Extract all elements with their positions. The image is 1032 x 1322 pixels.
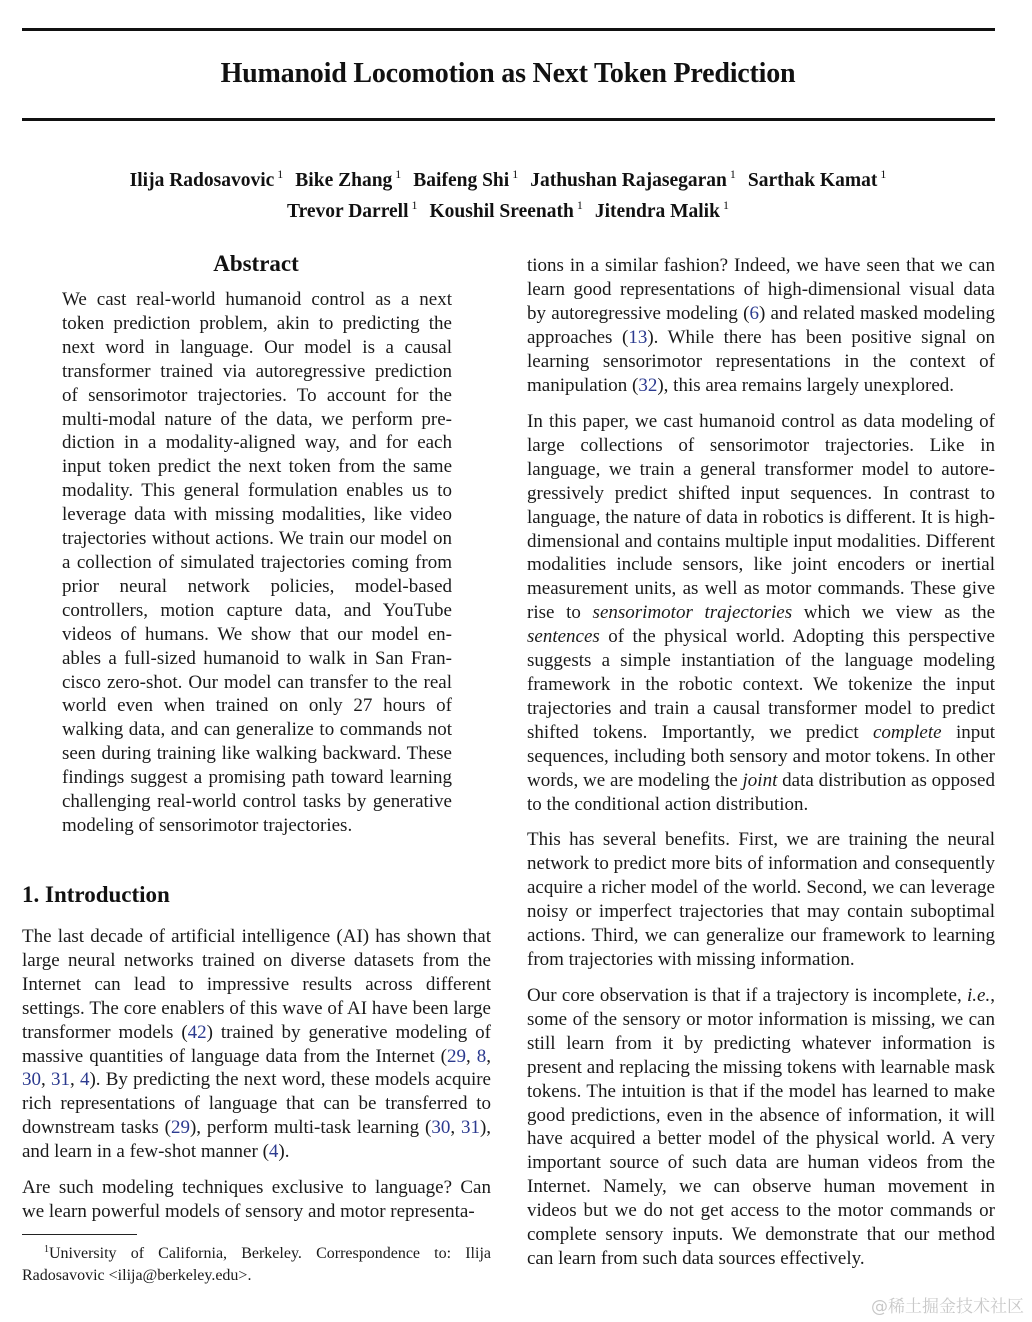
right-paragraph-3: This has several benefits. First, we are training the neural network to predict more bits of information and consequently acquire a richer model of the world. Second, we can leverage noisy or imperfect trajectories that may contain suboptimal actions. Third, we can generalize our framework to learning from trajectories with missing information.: [527, 829, 995, 970]
emphasis-text: sensorimotor trajectories: [592, 602, 793, 624]
author-name: [413, 162, 518, 193]
emphasis-text: joint: [742, 769, 778, 791]
affiliation-marker: 1: [411, 198, 418, 212]
citation-link[interactable]: 4: [79, 1069, 90, 1091]
author-name: [295, 162, 401, 193]
citation-link[interactable]: 32: [638, 374, 658, 396]
footnote-marker: 1: [44, 1244, 49, 1255]
citation-link[interactable]: 42: [187, 1021, 207, 1043]
author-name-text: Baifeng Shi: [413, 170, 510, 191]
author-name-text: Bike Zhang: [295, 170, 393, 191]
affiliation-marker: 1: [729, 167, 736, 181]
abstract-heading: Abstract: [213, 251, 299, 276]
citation-link[interactable]: 8: [476, 1045, 487, 1067]
emphasis-text: sentences: [527, 626, 600, 648]
intro-paragraph-2: Are such modeling techniques exclusive to language? Can we learn powerful models of sensory and motor representa-: [22, 1177, 491, 1222]
author-list: [0, 162, 1016, 224]
section-heading-introduction: 1. Introduction: [22, 882, 170, 907]
citation-link[interactable]: 30: [431, 1117, 451, 1139]
affiliation-marker: 1: [512, 167, 519, 181]
affiliation-marker: 1: [395, 167, 402, 181]
author-line-1: [0, 162, 1016, 193]
citation-link[interactable]: 31: [50, 1069, 70, 1091]
citation-link[interactable]: 13: [628, 326, 648, 348]
footnote: [22, 1239, 491, 1287]
author-name-text: Jitendra Malik: [594, 201, 720, 222]
emphasis-text: complete: [873, 721, 942, 743]
citation-link[interactable]: 29: [446, 1045, 466, 1067]
citation-link[interactable]: 31: [460, 1117, 480, 1139]
citation-link[interactable]: 6: [749, 302, 759, 324]
author-name: [130, 162, 284, 193]
citation-link[interactable]: 30: [22, 1069, 41, 1091]
author-name-text: Trevor Darrell: [287, 201, 409, 222]
emphasis-text: i.e.: [967, 985, 991, 1006]
author-name: [287, 193, 417, 224]
author-line-2: [0, 193, 1016, 224]
watermark: @稀土掘金技术社区: [871, 1297, 1024, 1317]
author-name-text: Ilija Radosavovic: [129, 170, 275, 191]
right-paragraph-1: tions in a similar fashion? Indeed, we have seen that we can learn good representations of high-dimensional visual data by autoregressive modeling (6) and related masked modeling approaches (13). While there has been positive signal on learning sensorimotor representations in the context of manipulation (32), this area remains largely unexplored.: [527, 255, 996, 396]
author-name: [595, 193, 729, 224]
paper-title: Humanoid Locomotion as Next Token Prediction: [220, 58, 796, 89]
author-name: [748, 162, 886, 193]
intro-paragraph-1: The last decade of artificial intelligence (AI) has shown that large neural networks trained on diverse datasets from the Internet can lead to impressive results across different settings. The core enablers of this wave of AI have been large transformer models (42) trained by generative modeling of massive quantities of language data from the Internet (29, 8, 30, 31, 4). By predicting the next word, these models acquire rich representations of language that can be transferred to downstream tasks (29), perform multi-task learning (30, 31), and learn in a few-shot manner (4).: [22, 926, 492, 1163]
affiliation-marker: 1: [880, 167, 887, 181]
affiliation-marker: 1: [722, 198, 729, 212]
title-rule-bottom: [22, 118, 995, 121]
author-name-text: Sarthak Kamat: [747, 170, 878, 191]
title-rule-top: [22, 28, 995, 31]
footnote-text: University of California, Berkeley. Correspondence to: Ilija Radosavovic <ilija@berkeley.edu>.: [22, 1245, 491, 1284]
right-paragraph-2: In this paper, we cast humanoid control as data modeling of large collections of sensorimotor trajectories. Like in language, we train a general transformer model to autoregressively predict shifted input sequences. In contrast to language, the nature of data in robotics is different. It is high-dimensional and contains multiple input modalities. Different modalities include sensors, like joint encoders or inertial measurement units, as well as motor commands. These give rise to sensorimotor trajectories which we view as the sentences of the physical world. Adopting this perspective suggests a simple instantiation of the language modeling framework in the robotic context. We tokenize the input trajectories and train a causal transformer model to predict shifted tokens. Importantly, we predict complete input sequences, including both sensory and motor tokens. In other words, we are modeling the joint data distribution as opposed to the conditional action distribution.: [527, 411, 995, 815]
abstract-body: [62, 288, 452, 838]
right-paragraph-4: Our core observation is that if a trajectory is incomplete, i.e., some of the sensory or motor information is missing, we can still learn from it by predicting whatever information is present and replacing the missing tokens with learnable mask tokens. The intuition is that if the model has learned to make good predictions, even in the absence of information, it will have acquired a better model of the physical world. A very important source of such data are human videos from the Internet. Namely, we can observe human movement in videos but we do not get access to the motor commands or complete sensory inputs. We demonstrate that our method can learn from such data sources effectively.: [527, 985, 995, 1269]
citation-link[interactable]: 4: [268, 1141, 279, 1163]
author-name: [530, 162, 736, 193]
affiliation-marker: 1: [576, 198, 583, 212]
affiliation-marker: 1: [277, 167, 284, 181]
author-name: [430, 193, 583, 224]
author-name-text: Koushil Sreenath: [429, 201, 574, 222]
author-name-text: Jathushan Rajasegaran: [530, 170, 727, 191]
abstract-text: We cast real-world humanoid control as a next token prediction problem, akin to predicting the next word in language. Our model is a causal transformer trained via autoregressive prediction of sensorimotor trajectories. To account for the multi-modal nature of the data, we perform prediction in a modality-aligned way, and for each input token predict the next token from the same modality. This general formulation enables us to leverage data with missing modalities, like video trajectories without actions. We train our model on a collection of simulated trajectories coming from prior neural network policies, model-based controllers, motion capture data, and YouTube videos of humans. We show that our model enables a full-sized humanoid to walk in San Francisco zero-shot. Our model can transfer to the real world even when trained on only 27 hours of walking data, and can generalize to commands not seen during training like walking backward. These findings suggest a promising path toward learning challenging real-world control tasks by generative modeling of sensorimotor trajectories.: [62, 289, 452, 836]
footnote-divider: [22, 1234, 137, 1235]
citation-link[interactable]: 29: [170, 1117, 190, 1139]
